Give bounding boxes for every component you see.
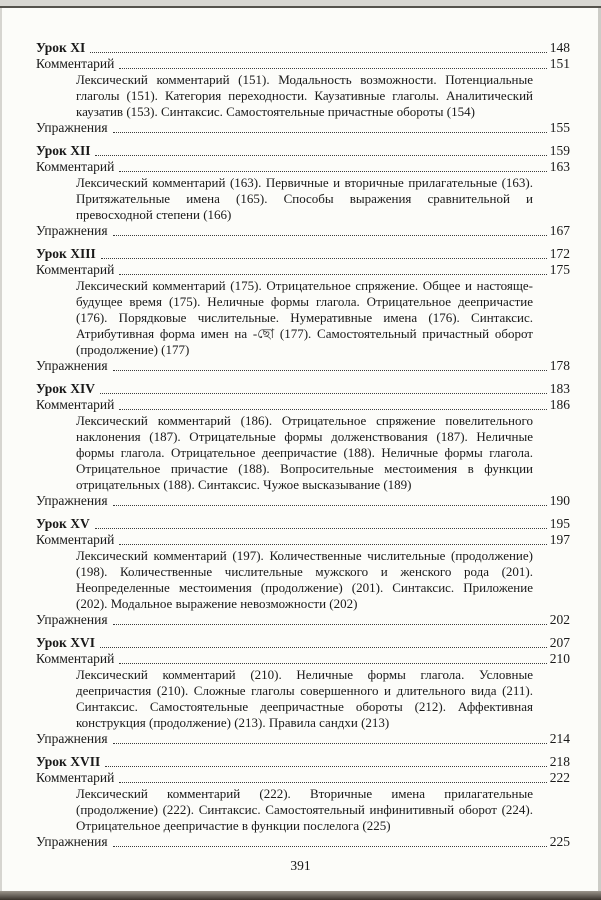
lesson-page-number: 218 bbox=[549, 754, 570, 769]
exercises-label: Упражнения bbox=[36, 731, 108, 746]
lesson-title: Урок XIV bbox=[36, 381, 95, 396]
page-edge-left bbox=[0, 0, 2, 900]
toc-entry-lesson-title bbox=[36, 246, 570, 262]
commentary-page-number: 163 bbox=[549, 159, 570, 174]
toc-lesson bbox=[36, 40, 570, 136]
dot-leader bbox=[119, 68, 546, 69]
commentary-description: Лексический комментарий (151). Модальность возможности. Потенциальные глаголы (151). Категория переходности. Каузативные глаголы. Аналитический каузатив (153). Синтаксис. Самостоятельные причастные обороты (154) bbox=[76, 72, 533, 119]
toc-entry-lesson-title bbox=[36, 40, 570, 56]
lesson-title: Урок XIII bbox=[36, 246, 96, 261]
toc-entry-exercises bbox=[36, 493, 570, 509]
commentary-page-number: 151 bbox=[549, 56, 570, 71]
toc-entry-exercises bbox=[36, 731, 570, 747]
lesson-title: Урок XVI bbox=[36, 635, 95, 650]
exercises-page-number: 214 bbox=[549, 731, 570, 746]
toc-entry-commentary bbox=[36, 397, 570, 413]
commentary-description: Лексический комментарий (222). Вторичные имена прилагательные (продолжение) (222). Синтаксис. Самостоятельный инфинитивный оборот (224). Отрицательное деепричастие в функции послелога (225) bbox=[76, 786, 533, 833]
exercises-label: Упражнения bbox=[36, 612, 108, 627]
toc-entry-commentary bbox=[36, 56, 570, 72]
dot-leader bbox=[113, 624, 547, 625]
lesson-page-number: 195 bbox=[549, 516, 570, 531]
exercises-label: Упражнения bbox=[36, 223, 108, 238]
dot-leader bbox=[119, 663, 546, 664]
commentary-description: Лексический комментарий (197). Количественные числительные (продолжение) (198). Количественные числительные мужского и женского рода (201). Неопределенные местоимения (продолжение) (201). Синтаксис. Приложение (202). Модальное выражение невозможности (202) bbox=[76, 548, 533, 611]
lesson-page-number: 207 bbox=[549, 635, 570, 650]
toc-entry-lesson-title bbox=[36, 635, 570, 651]
toc-entry-commentary bbox=[36, 651, 570, 667]
dot-leader bbox=[100, 393, 547, 394]
toc-entry-lesson-title bbox=[36, 516, 570, 532]
toc-lesson bbox=[36, 516, 570, 628]
commentary-label: Комментарий bbox=[36, 397, 115, 412]
commentary-label: Комментарий bbox=[36, 532, 115, 547]
lesson-title: Урок XV bbox=[36, 516, 90, 531]
commentary-page-number: 197 bbox=[549, 532, 570, 547]
commentary-description: Лексический комментарий (186). Отрицательное спряжение повелительного наклонения (187). Отрицательные формы долженствования (187). Неличные формы глагола. Отрицательное деепричастие (188). Неличные формы глагола. Отрицательное причастие (188). Вопросительные местоимения в функции отрицательных (188). Синтаксис. Чужое высказывание (189) bbox=[76, 413, 533, 492]
commentary-label: Комментарий bbox=[36, 159, 115, 174]
commentary-page-number: 222 bbox=[549, 770, 570, 785]
exercises-page-number: 202 bbox=[549, 612, 570, 627]
toc-lesson bbox=[36, 381, 570, 509]
commentary-page-number: 175 bbox=[549, 262, 570, 277]
lesson-title: Урок XVII bbox=[36, 754, 101, 769]
lesson-title: Урок XII bbox=[36, 143, 91, 158]
dot-leader bbox=[113, 132, 547, 133]
toc-lesson bbox=[36, 635, 570, 747]
dot-leader bbox=[119, 274, 546, 275]
dot-leader bbox=[90, 52, 547, 53]
toc-entry-commentary bbox=[36, 159, 570, 175]
dot-leader bbox=[95, 528, 547, 529]
commentary-description: Лексический комментарий (175). Отрицательное спряжение. Общее и настояще-будущее время (175). Неличные формы глагола. Отрицательное деепричастие (176). Порядковые числительные. Нумеративные имена (176). Синтаксис. Атрибутивная форма имен на -ছো (177). Самостоятельный причастный оборот (продолжение) (177) bbox=[76, 278, 533, 357]
dot-leader bbox=[95, 155, 546, 156]
commentary-label: Комментарий bbox=[36, 651, 115, 666]
exercises-page-number: 225 bbox=[549, 834, 570, 849]
toc-entry-exercises bbox=[36, 223, 570, 239]
commentary-page-number: 186 bbox=[549, 397, 570, 412]
dot-leader bbox=[100, 647, 547, 648]
dot-leader bbox=[113, 370, 547, 371]
lesson-page-number: 183 bbox=[549, 381, 570, 396]
dot-leader bbox=[119, 171, 546, 172]
dot-leader bbox=[119, 409, 546, 410]
exercises-page-number: 155 bbox=[549, 120, 570, 135]
dot-leader bbox=[119, 782, 546, 783]
toc-entry-exercises bbox=[36, 120, 570, 136]
exercises-label: Упражнения bbox=[36, 120, 108, 135]
dot-leader bbox=[113, 846, 547, 847]
page-number: 391 bbox=[290, 858, 311, 873]
lesson-page-number: 148 bbox=[549, 40, 570, 55]
lesson-page-number: 159 bbox=[549, 143, 570, 158]
dot-leader bbox=[113, 505, 547, 506]
lesson-title: Урок XI bbox=[36, 40, 86, 55]
dot-leader bbox=[101, 258, 547, 259]
toc-entry-commentary bbox=[36, 532, 570, 548]
toc-entry-exercises bbox=[36, 834, 570, 850]
exercises-label: Упражнения bbox=[36, 834, 108, 849]
toc-entry-lesson-title bbox=[36, 381, 570, 397]
commentary-label: Комментарий bbox=[36, 262, 115, 277]
exercises-page-number: 167 bbox=[549, 223, 570, 238]
exercises-page-number: 178 bbox=[549, 358, 570, 373]
dot-leader bbox=[113, 743, 547, 744]
lesson-page-number: 172 bbox=[549, 246, 570, 261]
commentary-label: Комментарий bbox=[36, 56, 115, 71]
toc-entry-lesson-title bbox=[36, 754, 570, 770]
commentary-description: Лексический комментарий (163). Первичные и вторичные прилагательные (163). Притяжательные имена (165). Способы выражения сравнительной и превосходной степени (166) bbox=[76, 175, 533, 222]
toc-lesson bbox=[36, 754, 570, 850]
exercises-label: Упражнения bbox=[36, 493, 108, 508]
toc-entry-commentary bbox=[36, 262, 570, 278]
toc-entry-exercises bbox=[36, 612, 570, 628]
toc-entry-commentary bbox=[36, 770, 570, 786]
page-edge-bottom bbox=[0, 891, 601, 900]
toc-entry-exercises bbox=[36, 358, 570, 374]
exercises-label: Упражнения bbox=[36, 358, 108, 373]
commentary-label: Комментарий bbox=[36, 770, 115, 785]
page-edge-top bbox=[0, 0, 601, 8]
toc-lesson bbox=[36, 143, 570, 239]
toc-lesson bbox=[36, 246, 570, 374]
dot-leader bbox=[105, 766, 547, 767]
dot-leader bbox=[119, 544, 546, 545]
commentary-page-number: 210 bbox=[549, 651, 570, 666]
dot-leader bbox=[113, 235, 547, 236]
toc-entry-lesson-title bbox=[36, 143, 570, 159]
commentary-description: Лексический комментарий (210). Неличные формы глагола. Условные деепричастия (210). Сложные глаголы совершенного и длительного вида (211). Синтаксис. Самостоятельные деепричастные обороты (212). Аффективная конструкция (продолжение) (213). Правила сандхи (213) bbox=[76, 667, 533, 730]
exercises-page-number: 190 bbox=[549, 493, 570, 508]
